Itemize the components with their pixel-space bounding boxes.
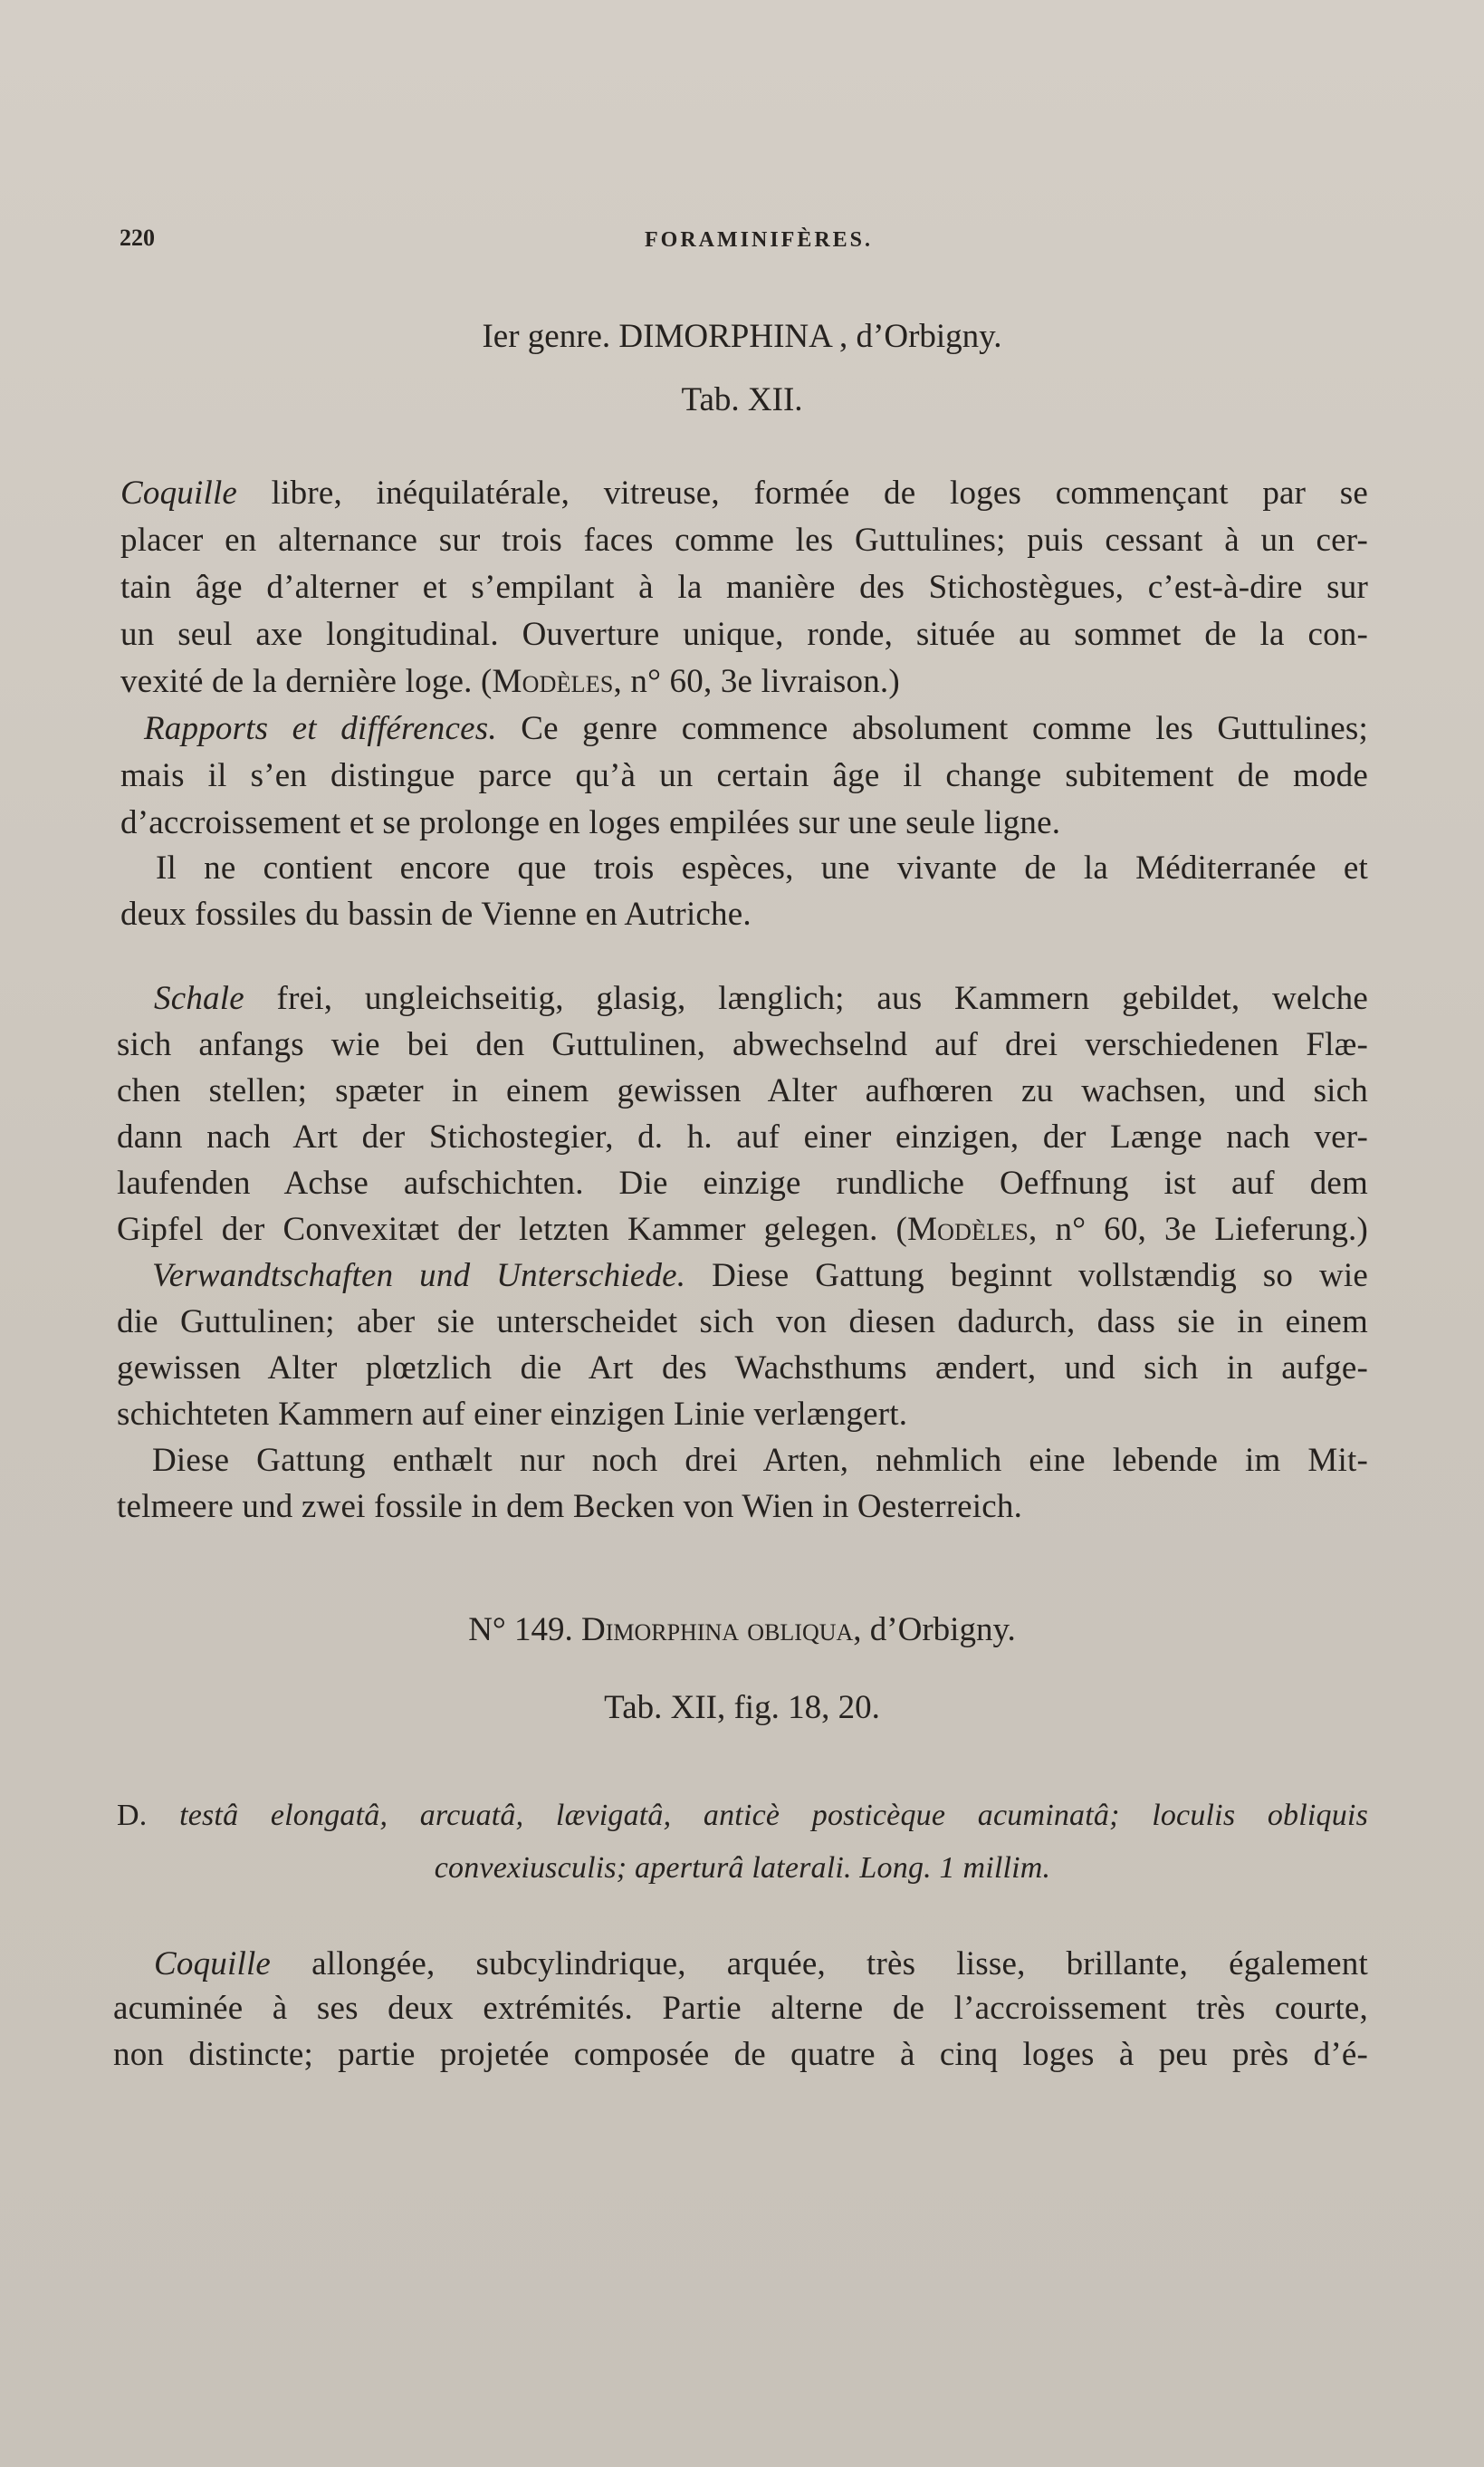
page-number: 220 [120,225,155,251]
text-line: mais il s’en distingue parce qu’à un certain âge il change subitement de mode [120,757,1368,794]
running-title: FORAMINIFÈRES. [645,228,874,252]
text-line: tain âge d’alterner et s’empilant à la manière des Stichostègues, c’est-à-dire sur [120,569,1368,606]
text-line: die Guttulinen; aber sie unterscheidet sich von diesen dadurch, dass sie in einem [117,1303,1368,1340]
text-line: schichteten Kammern auf einer einzigen Linie verlængert. [117,1396,908,1433]
species-plate: Tab. XII, fig. 18, 20. [604,1689,880,1726]
genus-plate: Tab. XII. [681,381,803,418]
text-line: chen stellen; spæter in einem gewissen Alter aufhœren zu wachsen, und sich [117,1072,1368,1109]
text-line: gewissen Alter plœtzlich die Art des Wachsthums ændert, und sich in aufge- [117,1349,1368,1387]
text-line: sich anfangs wie bei den Guttulinen, abwechselnd auf drei verschiedenen Flæ- [117,1026,1368,1063]
text-line: d’accroissement et se prolonge en loges empilées sur une seule ligne. [120,804,1061,841]
text-line: acuminée à ses deux extrémités. Partie alterne de l’accroissement très courte, [113,1990,1368,2027]
text-line: vexité de la dernière loge. (Modèles, n° 60, 3e livraison.) [120,663,900,700]
text-line: Diese Gattung enthælt nur noch drei Arten, nehmlich eine lebende im Mit- [152,1442,1368,1479]
diagnosis-line: convexiusculis; aperturâ laterali. Long. 1 millim. [434,1851,1051,1885]
text-line: Verwandtschaften und Unterschiede. Diese Gattung beginnt vollstændig so wie [152,1257,1368,1294]
text-line: telmeere und zwei fossile in dem Becken von Wien in Oesterreich. [117,1488,1023,1525]
diagnosis-line: D. testâ elongatâ, arcuatâ, lævigatâ, anticè posticèque acuminatâ; loculis obliquis [117,1799,1369,1832]
text-line: placer en alternance sur trois faces comme les Guttulines; puis cessant à un cer- [120,522,1368,559]
text-line: Coquille allongée, subcylindrique, arquée, très lisse, brillante, également [154,1945,1368,1982]
text-line: Schale frei, ungleichseitig, glasig, længlich; aus Kammern gebildet, welche [154,980,1368,1017]
species-title: N° 149. Dimorphina obliqua, d’Orbigny. [468,1611,1016,1648]
text-line: Gipfel der Convexitæt der letzten Kammer gelegen. (Modèles, n° 60, 3e Lieferung.) [117,1211,1368,1248]
text-line: Coquille libre, inéquilatérale, vitreuse, formée de loges commençant par se [120,475,1368,512]
text-line: deux fossiles du bassin de Vienne en Autriche. [120,896,752,933]
text-line: un seul axe longitudinal. Ouverture unique, ronde, située au sommet de la con- [120,616,1368,653]
genus-title: Ier genre. DIMORPHINA , d’Orbigny. [482,318,1002,355]
text-line: Rapports et différences. Ce genre commence absolument comme les Guttulines; [144,710,1369,747]
text-line: non distincte; partie projetée composée de quatre à cinq loges à peu près d’é- [113,2036,1368,2073]
text-line: dann nach Art der Stichostegier, d. h. auf einer einzigen, der Længe nach ver- [117,1118,1368,1156]
text-line: Il ne contient encore que trois espèces, une vivante de la Méditerranée et [156,850,1368,887]
text-line: laufenden Achse aufschichten. Die einzige rundliche Oeffnung ist auf dem [117,1165,1368,1202]
